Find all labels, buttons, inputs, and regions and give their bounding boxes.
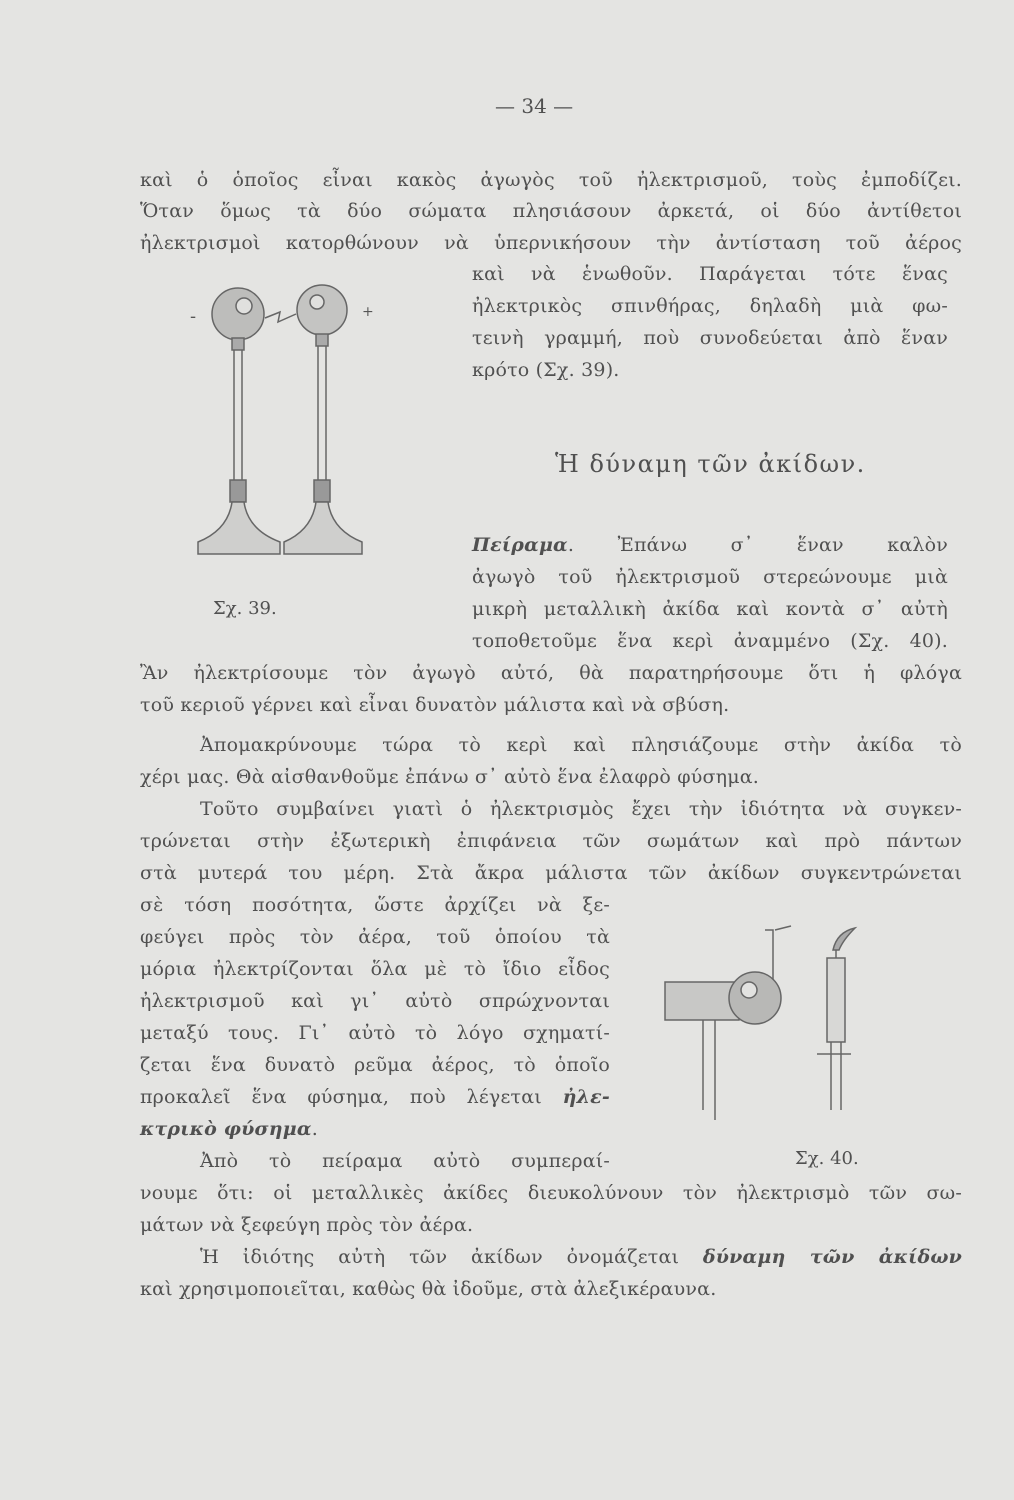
figure-39-spark-spheres — [190, 280, 380, 565]
text-line — [140, 1117, 610, 1141]
figure-39-caption: Σχ. 39. — [213, 598, 277, 619]
term-electric-wind: κτρικὸ φύσημα — [140, 1118, 312, 1140]
text-line: ἠλεκτρικὸς σπινθήρας, δηλαδὴ μιὰ φω- — [472, 295, 948, 317]
text-line: καὶ νὰ ἑνωθοῦν. Παράγεται τότε ἕνας — [472, 263, 948, 285]
text-line: Ὅταν ὅμως τὰ δύο σώματα πλησιάσουν ἀρκετά, οἱ δύο ἀντίθετοι — [140, 200, 962, 222]
text-line: ἀγωγὸ τοῦ ἠλεκτρισμοῦ στερεώνουμε μιὰ — [472, 566, 948, 588]
text-line: κρότο (Σχ. 39). — [472, 359, 620, 381]
svg-text:-: - — [190, 306, 197, 327]
text-line: τεινὴ γραμμή, ποὺ συνοδεύεται ἀπὸ ἕναν — [472, 327, 948, 349]
term-power-of-points: δύναμη τῶν ἀκίδων — [702, 1246, 963, 1268]
text-line: Ἂν ἠλεκτρίσουμε τὸν ἀγωγὸ αὐτό, θὰ παρατηρήσουμε ὅτι ἡ φλόγα — [140, 662, 962, 684]
text-line: Τοῦτο συμβαίνει γιατὶ ὁ ἠλεκτρισμὸς ἔχει τὴν ἰδιότητα νὰ συγκεν- — [200, 798, 962, 820]
text-line: μάτων νὰ ξεφεύγη πρὸς τὸν ἀέρα. — [140, 1214, 474, 1236]
text-line: τρώνεται στὴν ἐξωτερικὴ ἐπιφάνεια τῶν σωμάτων καὶ πρὸ πάντων — [140, 830, 962, 852]
text-span: . Ἐπάνω σ᾽ ἕναν καλὸν — [567, 534, 948, 556]
text-line: καὶ χρησιμοποιεῖται, καθὼς θὰ ἰδοῦμε, στὰ ἀλεξικέραυνα. — [140, 1278, 717, 1300]
text-line: φεύγει πρὸς τὸν ἀέρα, τοῦ ὁποίου τὰ — [140, 926, 610, 948]
text-line — [140, 1085, 610, 1109]
page-number: — 34 — — [495, 94, 574, 118]
text-line: τοποθετοῦμε ἕνα κερὶ ἀναμμένο (Σχ. 40). — [472, 630, 948, 652]
text-span: προκαλεῖ ἕνα φύσημα, ποὺ λέγεται — [140, 1086, 563, 1108]
text-span: Ἡ ἰδιότης αὐτὴ τῶν ἀκίδων ὀνομάζεται — [200, 1246, 703, 1268]
text-line: μόρια ἠλεκτρίζονται ὅλα μὲ τὸ ἴδιο εἶδος — [140, 958, 610, 980]
term-electric-wind: ἠλε- — [562, 1086, 610, 1108]
text-line — [472, 533, 948, 557]
text-line: μικρὴ μεταλλικὴ ἀκίδα καὶ κοντὰ σ᾽ αὐτὴ — [472, 598, 948, 620]
text-line: στὰ μυτερά του μέρη. Στὰ ἄκρα μάλιστα τῶν ἀκίδων συγκεντρώνεται — [140, 862, 962, 884]
experiment-label: Πείραμα — [472, 534, 568, 556]
text-line: σὲ τόση ποσότητα, ὥστε ἀρχίζει νὰ ξε- — [140, 894, 610, 916]
text-line: τοῦ κεριοῦ γέρνει καὶ εἶναι δυνατὸν μάλιστα καὶ νὰ σβύση. — [140, 694, 730, 716]
figure-40-point-and-candle — [655, 920, 865, 1130]
figure-40-caption: Σχ. 40. — [795, 1148, 859, 1169]
text-line: καὶ ὁ ὁποῖος εἶναι κακὸς ἀγωγὸς τοῦ ἠλεκτρισμοῦ, τοὺς ἐμποδίζει. — [140, 169, 962, 191]
text-line — [200, 1245, 962, 1269]
text-line: ἠλεκτρισμοῦ καὶ γι᾽ αὐτὸ σπρώχνονται — [140, 990, 610, 1012]
text-line: Ἀπομακρύνουμε τώρα τὸ κερὶ καὶ πλησιάζουμε στὴν ἀκίδα τὸ — [200, 734, 962, 756]
svg-text:+: + — [362, 304, 374, 320]
text-line: νουμε ὅτι: οἱ μεταλλικὲς ἀκίδες διευκολύνουν τὸν ἠλεκτρισμὸ τῶν σω- — [140, 1182, 962, 1204]
text-line: ζεται ἕνα δυνατὸ ρεῦμα ἀέρος, τὸ ὁποῖο — [140, 1054, 610, 1076]
text-line: μεταξύ τους. Γι᾽ αὐτὸ τὸ λόγο σχηματί- — [140, 1022, 610, 1044]
text-line: χέρι μας. Θὰ αἰσθανθοῦμε ἐπάνω σ᾽ αὐτὸ ἕνα ἐλαφρὸ φύσημα. — [140, 766, 760, 788]
section-heading: Ἡ δύναμη τῶν ἀκίδων. — [555, 450, 866, 478]
text-line: ἠλεκτρισμοὶ κατορθώνουν νὰ ὑπερνικήσουν τὴν ἀντίσταση τοῦ ἀέρος — [140, 232, 962, 254]
text-line: Ἀπὸ τὸ πείραμα αὐτὸ συμπεραί- — [200, 1150, 610, 1172]
text-span: . — [311, 1118, 318, 1140]
